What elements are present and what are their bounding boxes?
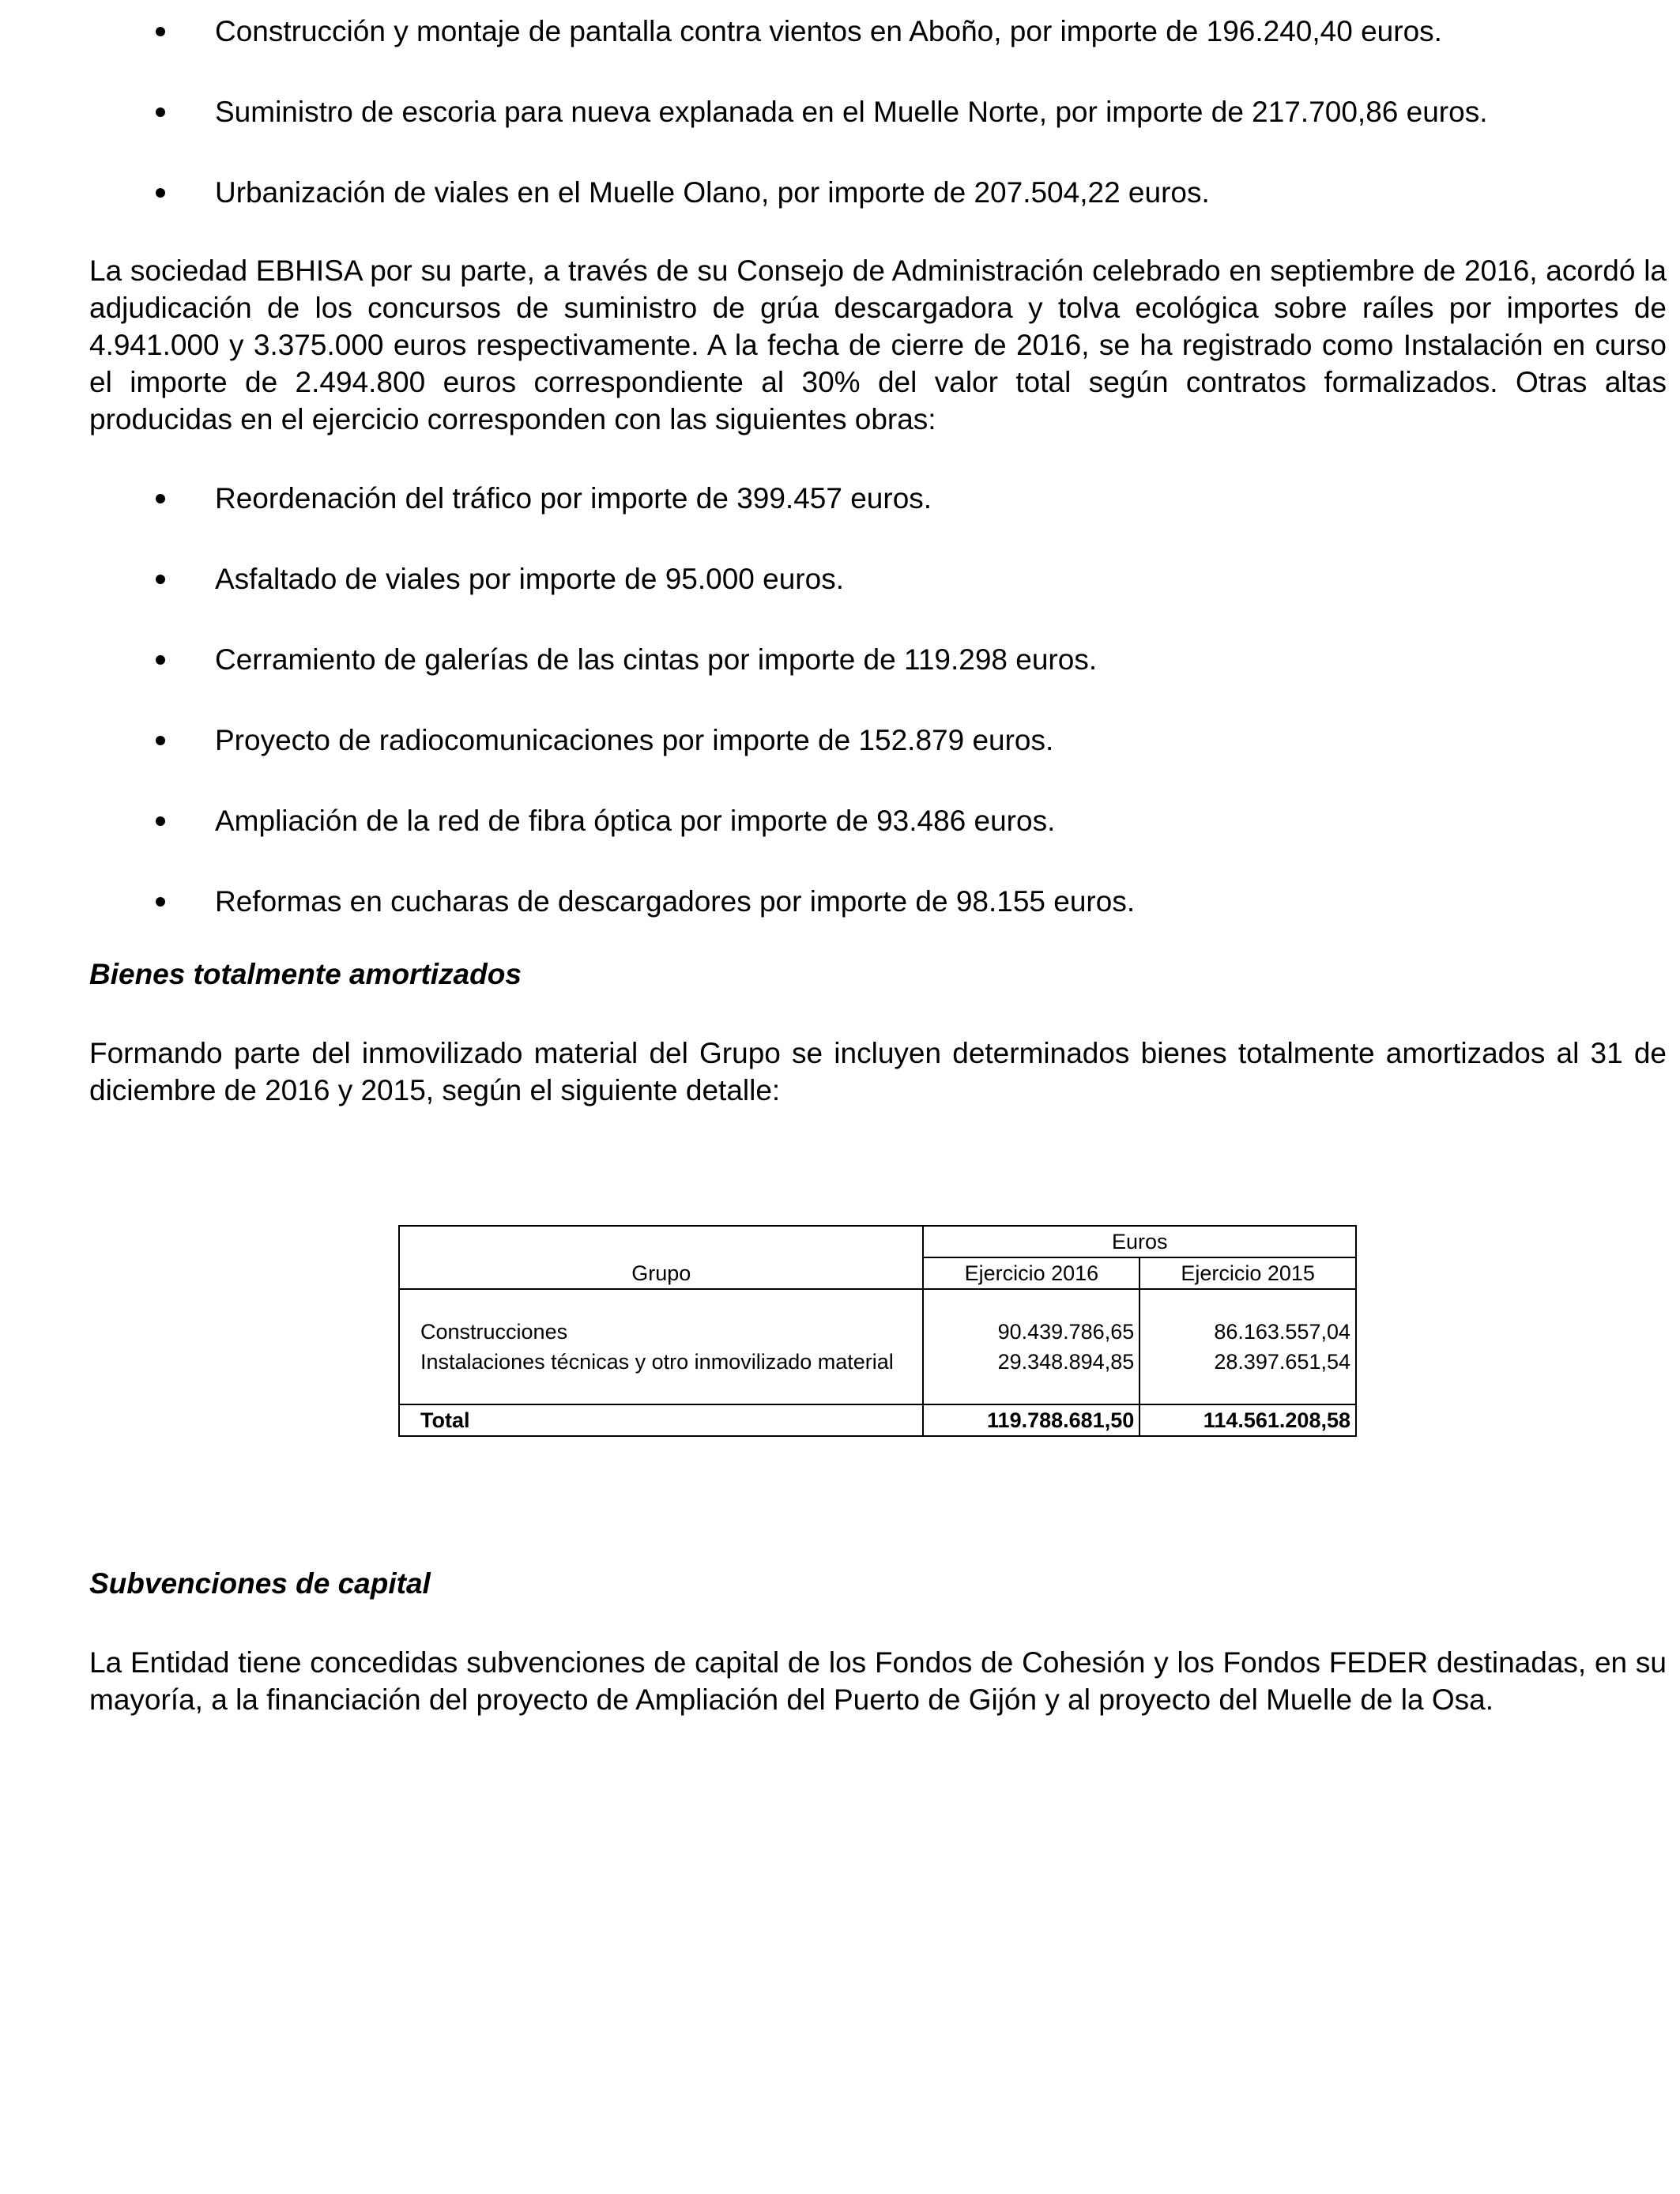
paragraph-bienes: Formando parte del inmovilizado material del Grupo se incluyen determinados bienes totalmente amortizados al 31 de diciembre de 2016 y 2015, según el siguiente detalle: bbox=[89, 1037, 1667, 1106]
total-value-2016: 119.788.681,50 bbox=[923, 1404, 1139, 1436]
bullet-icon bbox=[156, 188, 165, 198]
list-item: Reordenación del tráfico por importe de 399.457 euros. bbox=[0, 480, 1680, 560]
list-item: Construcción y montaje de pantalla contra vientos en Aboño, por importe de 196.240,40 euros. bbox=[0, 13, 1680, 93]
table-header-row bbox=[399, 1226, 1356, 1257]
amortized-assets-table bbox=[398, 1225, 1357, 1437]
bullet-icon bbox=[156, 494, 165, 503]
heading-subvenciones: Subvenciones de capital bbox=[89, 1567, 431, 1600]
list-item: Proyecto de radiocomunicaciones por importe de 152.879 euros. bbox=[0, 722, 1680, 802]
header-group: Grupo bbox=[399, 1257, 923, 1289]
heading-bienes: Bienes totalmente amortizados bbox=[89, 958, 522, 990]
table-header-row bbox=[399, 1257, 1356, 1289]
list-item: Asfaltado de viales por importe de 95.000 euros. bbox=[0, 560, 1680, 641]
bullet-list-obras bbox=[0, 480, 1680, 963]
list-item: Ampliación de la red de fibra óptica por importe de 93.486 euros. bbox=[0, 802, 1680, 883]
bullet-icon bbox=[156, 655, 165, 665]
list-item: Suministro de escoria para nueva explanada en el Muelle Norte, por importe de 217.700,86 euros. bbox=[0, 93, 1680, 174]
header-currency: Euros bbox=[923, 1226, 1356, 1257]
list-item: Reformas en cucharas de descargadores por importe de 98.155 euros. bbox=[0, 883, 1680, 963]
row-value-2015: 28.397.651,54 bbox=[1139, 1347, 1356, 1377]
row-value-2016: 29.348.894,85 bbox=[923, 1347, 1139, 1377]
bullet-icon bbox=[156, 897, 165, 907]
list-item: Cerramiento de galerías de las cintas por importe de 119.298 euros. bbox=[0, 641, 1680, 722]
row-label: Construcciones bbox=[399, 1317, 923, 1347]
row-value-2016: 90.439.786,65 bbox=[923, 1317, 1139, 1347]
bullet-icon bbox=[156, 736, 165, 745]
paragraph-ebhisa: La sociedad EBHISA por su parte, a través de su Consejo de Administración celebrado en septiembre de 2016, acordó la adjudicación de los concursos de suministro de grúa descargadora y tolva ecológica sobre raíles por importes de 4.941.000 y 3.375.000 euros respectivamente. A la fecha de cierre de 2016, se ha registrado como Instalación en curso el importe de 2.494.800 euros correspondiente al 30% del valor total según contratos formalizados. Otras altas producidas en el ejercicio corresponden con las siguientes obras: bbox=[89, 254, 1667, 435]
total-label: Total bbox=[399, 1404, 923, 1436]
bullet-icon bbox=[156, 27, 165, 36]
table-row bbox=[399, 1317, 1356, 1347]
header-2016: Ejercicio 2016 bbox=[923, 1257, 1139, 1289]
bullet-icon bbox=[156, 107, 165, 117]
row-label: Instalaciones técnicas y otro inmovilizado material bbox=[399, 1347, 923, 1377]
row-value-2015: 86.163.557,04 bbox=[1139, 1317, 1356, 1347]
bullet-list-top bbox=[0, 13, 1680, 254]
table-total-row bbox=[399, 1404, 1356, 1436]
table-row bbox=[399, 1347, 1356, 1377]
paragraph-subvenciones: La Entidad tiene concedidas subvenciones de capital de los Fondos de Cohesión y los Fondos FEDER destinadas, en su mayoría, a la financiación del proyecto de Ampliación del Puerto de Gijón y al proyecto del Muelle de la Osa. bbox=[89, 1646, 1667, 1716]
total-value-2015: 114.561.208,58 bbox=[1139, 1404, 1356, 1436]
bullet-icon bbox=[156, 816, 165, 826]
bullet-icon bbox=[156, 575, 165, 584]
header-2015: Ejercicio 2015 bbox=[1139, 1257, 1356, 1289]
list-item: Urbanización de viales en el Muelle Olano, por importe de 207.504,22 euros. bbox=[0, 174, 1680, 254]
